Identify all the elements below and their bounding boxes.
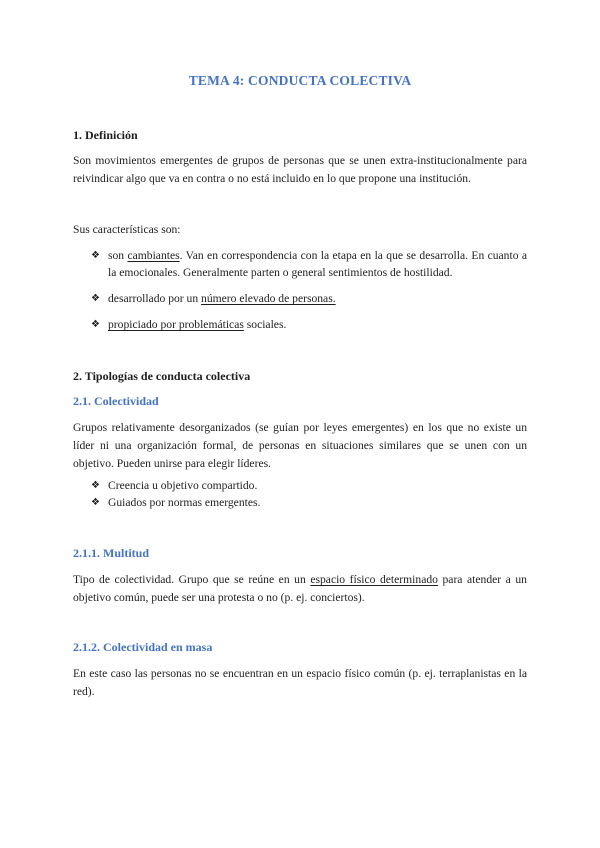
paragraph-text: Tipo de colectividad. Grupo que se reúne en un: [73, 573, 311, 586]
list-item-text: Creencia u objetivo compartido.: [108, 479, 258, 492]
list-item-text: desarrollado por un: [108, 292, 202, 305]
list-item-text: son: [108, 249, 128, 262]
paragraph-text: para atender a un objetivo común, puede ser una protesta o no (p. ej. conciertos).: [73, 573, 527, 604]
underlined-text: espacio físico determinado: [310, 573, 438, 586]
list-item-text: . Van en correspondencia con la etapa en la que se desarrolla. En cuanto a la emocionales. Generalmente parten o general sentimientos de hostilidad.: [108, 249, 527, 279]
underlined-text: cambiantes: [127, 249, 180, 262]
list-item: [91, 290, 527, 307]
section-1-heading: 1. Definición: [73, 128, 138, 142]
subsection-2-1-1-paragraph: [73, 571, 527, 607]
list-item: [91, 247, 527, 281]
list-item: [91, 494, 527, 511]
subsection-2-1-heading: 2.1. Colectividad: [73, 394, 159, 408]
subsection-2-1-2-paragraph: En este caso las personas no se encuentran en un espacio físico común (p. ej. terraplanistas en la red).: [73, 667, 527, 698]
diamond-quad-icon: ❖: [91, 480, 100, 491]
subsection-2-1-1-heading: 2.1.1. Multitud: [73, 546, 150, 560]
underlined-text: propiciado por problemáticas: [108, 318, 244, 331]
diamond-quad-icon: ❖: [91, 497, 100, 508]
section-2-heading: 2. Tipologías de conducta colectiva: [73, 369, 251, 383]
subsection-2-1-paragraph: Grupos relativamente desorganizados (se guían por leyes emergentes) en los que no existe un líder ni una organización formal, de personas en situaciones similares que se unen con un objetivo. Pueden unirse para elegir líderes.: [73, 421, 527, 470]
list-item: [91, 316, 527, 333]
list-item: [91, 477, 527, 494]
diamond-quad-icon: ❖: [91, 293, 100, 304]
section-1-paragraph: Son movimientos emergentes de grupos de personas que se unen extra-institucionalmente para reivindicar algo que va en contra o no está incluido en lo que propone una institución.: [73, 154, 527, 185]
underlined-text: número elevado de personas.: [201, 292, 336, 305]
diamond-quad-icon: ❖: [91, 319, 100, 330]
subsection-2-1-2-heading: 2.1.2. Colectividad en masa: [73, 640, 213, 654]
diamond-quad-icon: ❖: [91, 250, 100, 261]
characteristics-intro: Sus características son:: [73, 223, 181, 236]
list-item-text: sociales.: [243, 318, 287, 331]
page-title: TEMA 4: CONDUCTA COLECTIVA: [188, 73, 412, 88]
list-item-text: Guiados por normas emergentes.: [108, 496, 261, 509]
